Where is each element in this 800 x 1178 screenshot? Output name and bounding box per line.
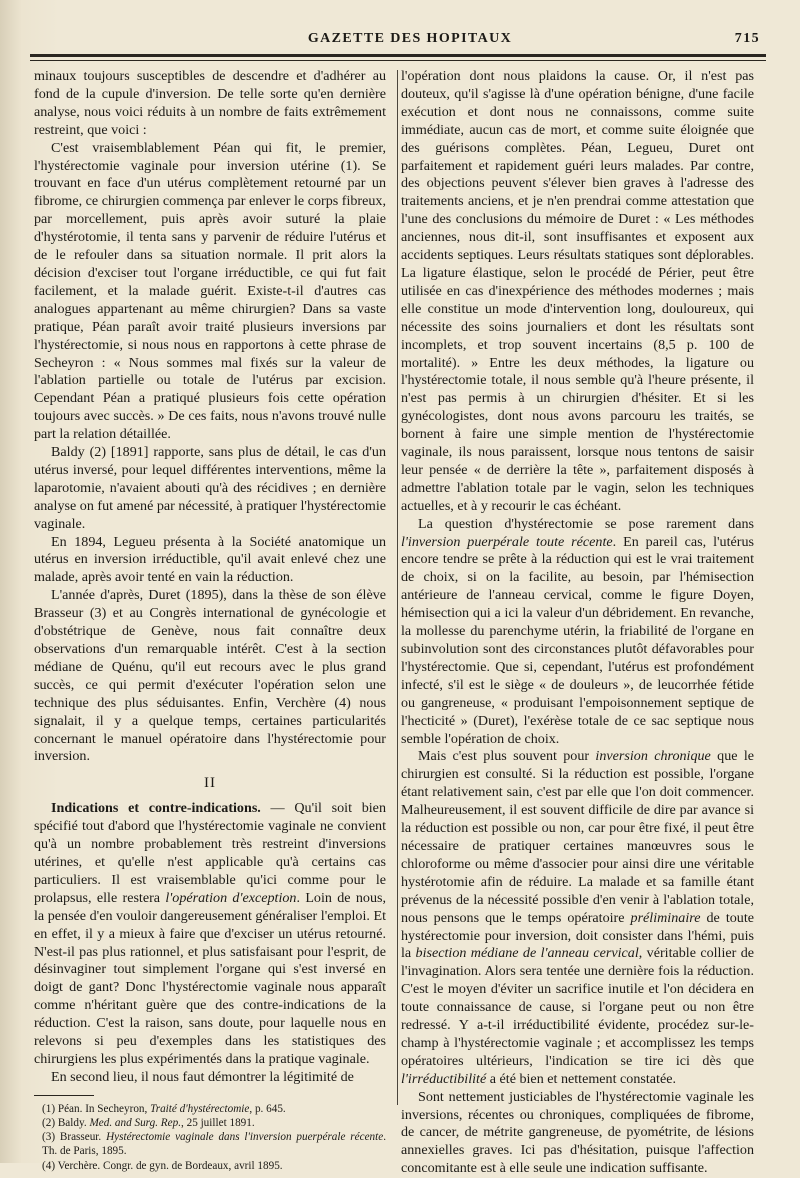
right-column <box>401 68 754 1178</box>
section-number: II <box>204 775 216 792</box>
footnote-author: Péan. <box>57 1102 83 1115</box>
italic-text: l'inversion puerpérale toute récente <box>401 533 613 550</box>
footnote <box>34 1116 386 1130</box>
paragraph: En second lieu, il nous faut démontrer la légitimité de <box>51 1068 354 1085</box>
paragraph: Sont nettement justiciables de l'hystérectomie vaginale les inversions, récentes ou chroniques, compliquées de fibrome, de cancer, de métrite gangreneuse, de pyométrite, de lésions annexielles graves. Ici pas d'hésitation, puisque l'affection concomitante est à elle seule une indication suffisante. <box>401 1088 754 1177</box>
footnote <box>34 1102 386 1116</box>
footnote-text: . Th. de Paris, 1895. <box>42 1131 387 1158</box>
paragraph-text: que le chirurgien est consulté. Si la réduction est possible, l'organe étant relativement sain, c'est par elle que l'on doit commencer. Malheureusement, il est souvent difficile de dire par avance si la réduction est possible ou non, car pour être fixé, il peut être nécessaire de pratiquer certaines manœuvres sous le chloroforme ou même d'associer pour ainsi dire une véritable hystérotomie afin de réduire. La malade et sa famille étant prévenus de la nécessité possible d'en venir à l'ablation totale, nous pensons que le temps opératoire <box>401 748 754 926</box>
paragraph-text: Mais c'est plus souvent pour <box>418 748 596 765</box>
section-lead: Indications et contre-indications. <box>51 800 261 817</box>
footnote-title: Hystérectomie vaginale dans l'inversion puerpérale récente <box>106 1131 384 1144</box>
italic-text: l'irréductibilité <box>401 1070 487 1087</box>
paragraph-text: , véritable collier de l'invagination. Alors sera tentée une dernière fois la réduction. C'est le moyen d'éviter un sacrifice inutile et l'on décidera en toute connaissance de cause, si l'organe peut ou non être redressé. Y a-t-il irréductibilité évidente, procédez sur-le-champ à l'hystérectomie vaginale ; et accomplissez les temps opératoires ultérieurs, l'indication se tire ici dès que <box>401 945 754 1069</box>
footnote-author: Baldy. <box>57 1116 87 1129</box>
footnotes <box>34 1102 386 1173</box>
footnote-number: (2) <box>42 1116 56 1129</box>
footnote-author: Brasseur. <box>59 1131 102 1144</box>
footnote-number: (4) <box>42 1159 56 1172</box>
footnote-rule <box>34 1095 94 1096</box>
paragraph: l'opération dont nous plaidons la cause. Or, il n'est pas douteux, qu'il s'agisse là d'une opération bénigne, d'une facile exécution et dont nous ne connaissons, comme suite immédiate, aucun cas de mort, et comme suite éloignée que des guérisons complètes. Péan, Legueu, Duret ont parfaitement et rapidement guéri leurs malades. Par contre, des objections peuvent s'élever bien graves à l'adresse des traitements anciens, et je n'en prendrai comme attestation que l'une des conclusions du mémoire de Duret : « Les méthodes anciennes, nous dit-il, sont insuffisantes et exposent aux accidents septiques. Leurs résultats statiques sont déplorables. La ligature élastique, selon le procédé de Périer, peut être utilisée en cas d'inexpérience des méthodes modernes ; mais elle constitue un mode d'intervention long, douloureux, qui nécessite des soins journaliers et dont les résultats sont incomplets, et trop souvent incertains (8,5 p. 100 de mortalité). » Entre les deux méthodes, la ligature ou l'hystérectomie totale, il nous semble qu'à l'heure présente, il n'est pas permis à un chirurgien d'hésiter. Et si les gynécologistes, dont nous avons parcouru les traités, se bornent à faire une simple mention de l'hystérectomie vaginale, ils nous paraissent, lorsque nous tentons de saisir leur pensée « de derrière la tête », parfaitement disposés à admettre l'ablation totale par le vagin, selon les techniques actuelles, et à y recourir le cas échéant. <box>401 68 754 514</box>
header-rule-thick <box>30 54 766 57</box>
footnote-title: Med. and Surg. Rep. <box>89 1116 181 1129</box>
paragraph: En 1894, Legueu présenta à la Société anatomique un utérus en inversion irréductible, qu'il avait enlevé chez une malade, après avoir tenté en vain la réduction. <box>34 533 386 586</box>
footnote-title: Traité d'hystérectomie <box>150 1102 250 1115</box>
page-number: 715 <box>734 31 760 46</box>
footnote-text: , 25 juillet 1891. <box>181 1116 255 1129</box>
paragraph: C'est vraisemblablement Péan qui fit, le premier, l'hystérectomie vaginale pour inversion utérine (1). Se trouvant en face d'un utérus complètement retourné par un fibrome, ce chirurgien commença par enlever le corps fibreux, par morcellement, puis après avoir suturé la plaie d'hystérotomie, il tenta sans y parvenir de réduire l'utérus et de le refouler dans sa situation normale. Il prit alors la décision d'exciser tout l'organe irréductible, ce qui fut fait facilement, et la malade guérit. Existe-t-il d'autres cas analogues appartenant au même chirurgien? Dans sa vaste pratique, Péan paraît avoir traité plusieurs inversions par l'hystérectomie, si nous nous en rapportons à cette phrase de Secheyron : « Nous sommes mal fixés sur la valeur de l'ablation partielle ou totale de l'utérus par excision. Cependant Péan a pratiqué plusieurs fois cette opération toujours avec succès. » De ces faits, nous n'avons trouvé nulle part la relation détaillée. <box>34 139 386 443</box>
paragraph-text: . En pareil cas, l'utérus encore tendre se prête à la réduction qui est le vrai traitement de choix, si on la facilite, au besoin, par l'hémisection antérieure de l'anneau cervical, comme le figure Doyen, hémisection qui a ici la valeur d'un débridement. En revanche, la mollesse du parenchyme utérin, la friabilité de l'organe en subinvolution sont des circonstances plutôt défavorables pour l'hystérectomie. Que si, cependant, l'utérus est profondément infecté, s'il est le siège « de douleurs », de leucorrhée fétide ou gangreneuse, « produisant l'empoisonnement septique de l'hecticité » (Duret), l'exérèse totale de ce sac septique nous semble l'opération de choix. <box>401 533 754 747</box>
paragraph-text: a été bien et nettement constatée. <box>486 1070 677 1087</box>
journal-title: GAZETTE DES HOPITAUX <box>307 31 513 46</box>
running-head <box>60 31 760 51</box>
italic-text: l'opération d'exception <box>165 889 297 906</box>
footnote-text: Congr. de gyn. de Bordeaux, avril 1895. <box>100 1159 283 1172</box>
paragraph-text: de toute hystérectomie pour inversion, doit consister dans l'hémi, puis la <box>401 909 755 962</box>
paragraph-text: — Qu'il soit bien spécifié tout d'abord que l'hystérectomie vaginale ne convient qu'à un nombre probablement très restreint d'inversions utérines, et qu'elle n'est applicable qu'à certains cas particuliers. Il est vraisemblable qu'ici comme pour le prolapsus, elle restera <box>34 800 386 906</box>
footnote-number: (1) <box>42 1102 56 1115</box>
paragraph <box>401 516 754 749</box>
paragraph-text: La question d'hystérectomie se pose rarement dans <box>418 515 754 532</box>
paragraph: L'année d'après, Duret (1895), dans la thèse de son élève Brasseur (3) et au Congrès international de gynécologie et d'obstétrique de Genève, nous fait connaître deux observations d'un remarquable intérêt. C'est à la section médiane de Quénu, qu'il eut recours avec le plus grand succès, ce qui permit d'exécuter l'opération selon une technique des plus séduisantes. Enfin, Verchère (4) nous signalait, il y a quelque temps, certaines particularités concernant le manuel opératoire dans l'hystérectomie pour inversion. <box>34 587 386 765</box>
footnote-author: Verchère. <box>57 1159 101 1172</box>
italic-text: inversion chronique <box>595 748 711 765</box>
paragraph <box>34 800 386 1069</box>
footnote <box>34 1159 386 1173</box>
column-divider <box>397 70 398 1105</box>
paragraph-text: . Loin de nous, la pensée d'en vouloir dangereusement généraliser l'emploi. Et en effet, il y a mieux à faire que d'exciser un utérus retourné. N'est-il pas plus rationnel, et plus satisfaisant pour l'esprit, de désinvaginer tout simplement l'organe qui s'est inversé en doigt de gant? Donc l'hystérectomie vaginale nous apparaît comme n'héritant guère que des contre-indications de la réduction. C'est la raison, sans doute, pour laquelle nous en relevons si peu d'exemples dans les statistiques des chirurgiens les plus expérimentés dans la pratique vaginale. <box>34 889 386 1067</box>
paragraph: minaux toujours susceptibles de descendre et d'adhérer au fond de la cupule d'inversion. De telle sorte qu'en dernière analyse, nous voici réduits à un nombre de faits extrêmement restreint, que voici : <box>34 68 386 138</box>
footnote-number: (3) <box>42 1131 56 1144</box>
footnote-text: , p. 645. <box>249 1102 286 1115</box>
left-column <box>34 68 386 1173</box>
italic-text: préliminaire <box>630 909 701 926</box>
footnote <box>34 1130 386 1158</box>
paragraph <box>401 748 754 1088</box>
paragraph: Baldy (2) [1891] rapporte, sans plus de détail, le cas d'un utérus inversé, pour lequel différentes interventions, même la laparotomie, n'avaient abouti qu'à des récidives ; en dernière analyse on fut amené par nécessité, à pratiquer l'hystérectomie vaginale. <box>34 444 386 532</box>
footnote-text: In Secheyron, <box>82 1102 151 1115</box>
italic-text: bisection médiane de l'anneau cervical <box>415 945 639 962</box>
header-rule-thin <box>30 60 766 61</box>
